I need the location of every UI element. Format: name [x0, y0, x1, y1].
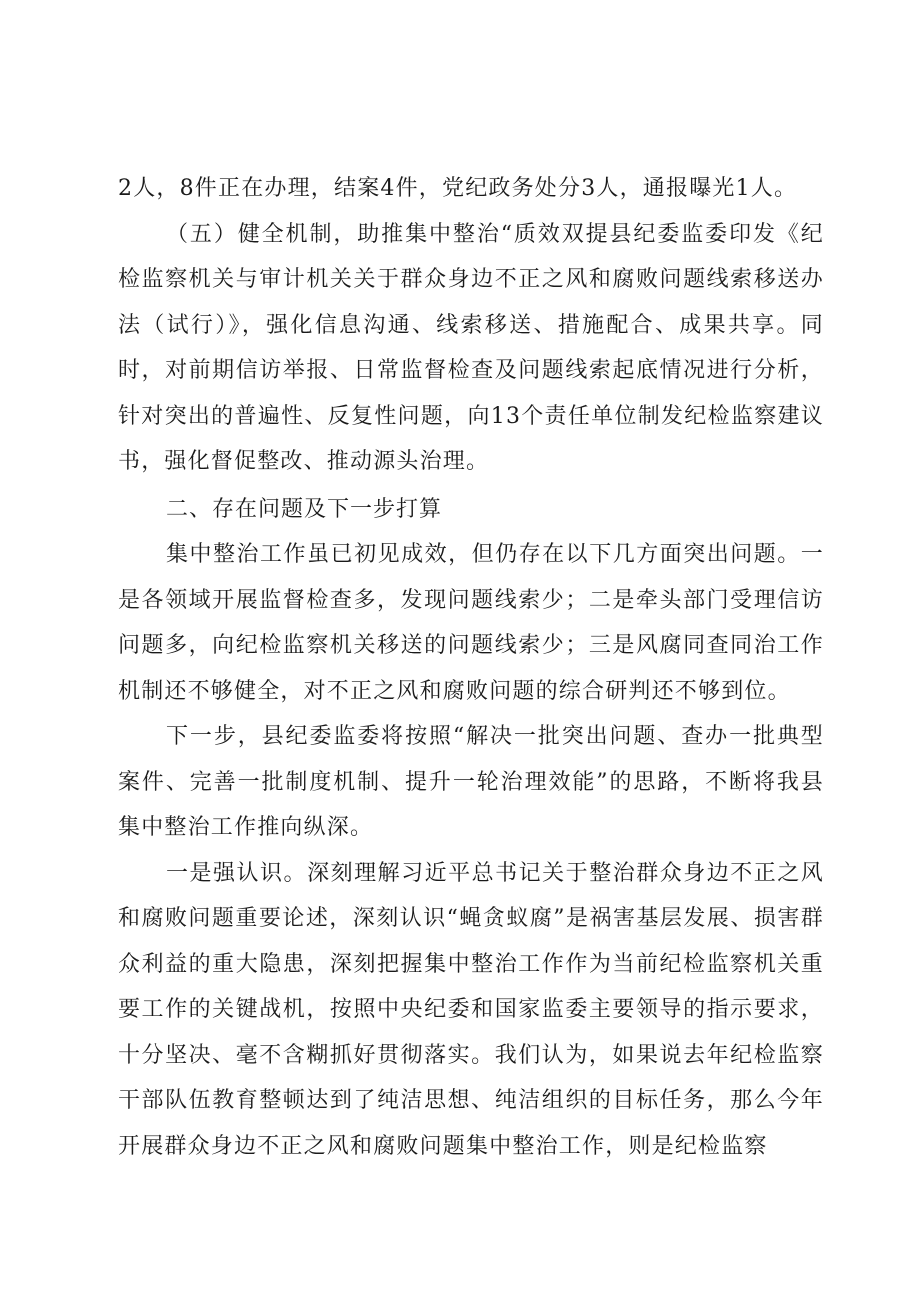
paragraph-continuation: 2人，8件正在办理，结案4件，党纪政务处分3人，通报曝光1人。	[118, 176, 798, 201]
paragraph-awareness: 一是强认识。深刻理解习近平总书记关于整治群众身边不正之风和腐败问题重要论述，深刻认识“蝇贪蚁腐”是祸害基层发展、损害群众利益的重大隐患，深刻把握集中整治工作作为当前纪检监察机关重要工作的关键战机，按照中央纪委和国家监委主要领导的指示要求，十分坚决、毫不含糊抓好贯彻落实。我们认为，如果说去年纪检监察干部队伍教育整顿达到了纯洁思想、纯洁组织的目标任务，那么今年开展群众身边不正之风和腐败问题集中整治工作，则是纪检监察	[118, 860, 824, 1159]
section-heading: 二、存在问题及下一步打算	[166, 496, 443, 522]
paragraph-problems: 集中整治工作虽已初见成效，但仍存在以下几方面突出问题。一是各领域开展监督检查多，发现问题线索少；二是牵头部门受理信访问题多，向纪检监察机关移送的问题线索少；三是风腐同查同治工作机制还不够健全，对不正之风和腐败问题的综合研判还不够到位。	[118, 542, 824, 704]
paragraph-next-steps: 下一步，县纪委监委将按照“解决一批突出问题、查办一批典型案件、完善一批制度机制、提升一轮治理效能”的思路，不断将我县集中整治工作推向纵深。	[118, 724, 824, 840]
paragraph-mechanism: （五）健全机制，助推集中整治“质效双提县纪委监委印发《纪检监察机关与审计机关关于群众身边不正之风和腐败问题线索移送办法（试行）》，强化信息沟通、线索移送、措施配合、成果共享。同时，对前期信访举报、日常监督检查及问题线索起底情况进行分析，针对突出的普遍性、反复性问题，向13个责任单位制发纪检监察建议书，强化督促整改、推动源头治理。	[118, 221, 824, 474]
document-body	[118, 166, 824, 1169]
